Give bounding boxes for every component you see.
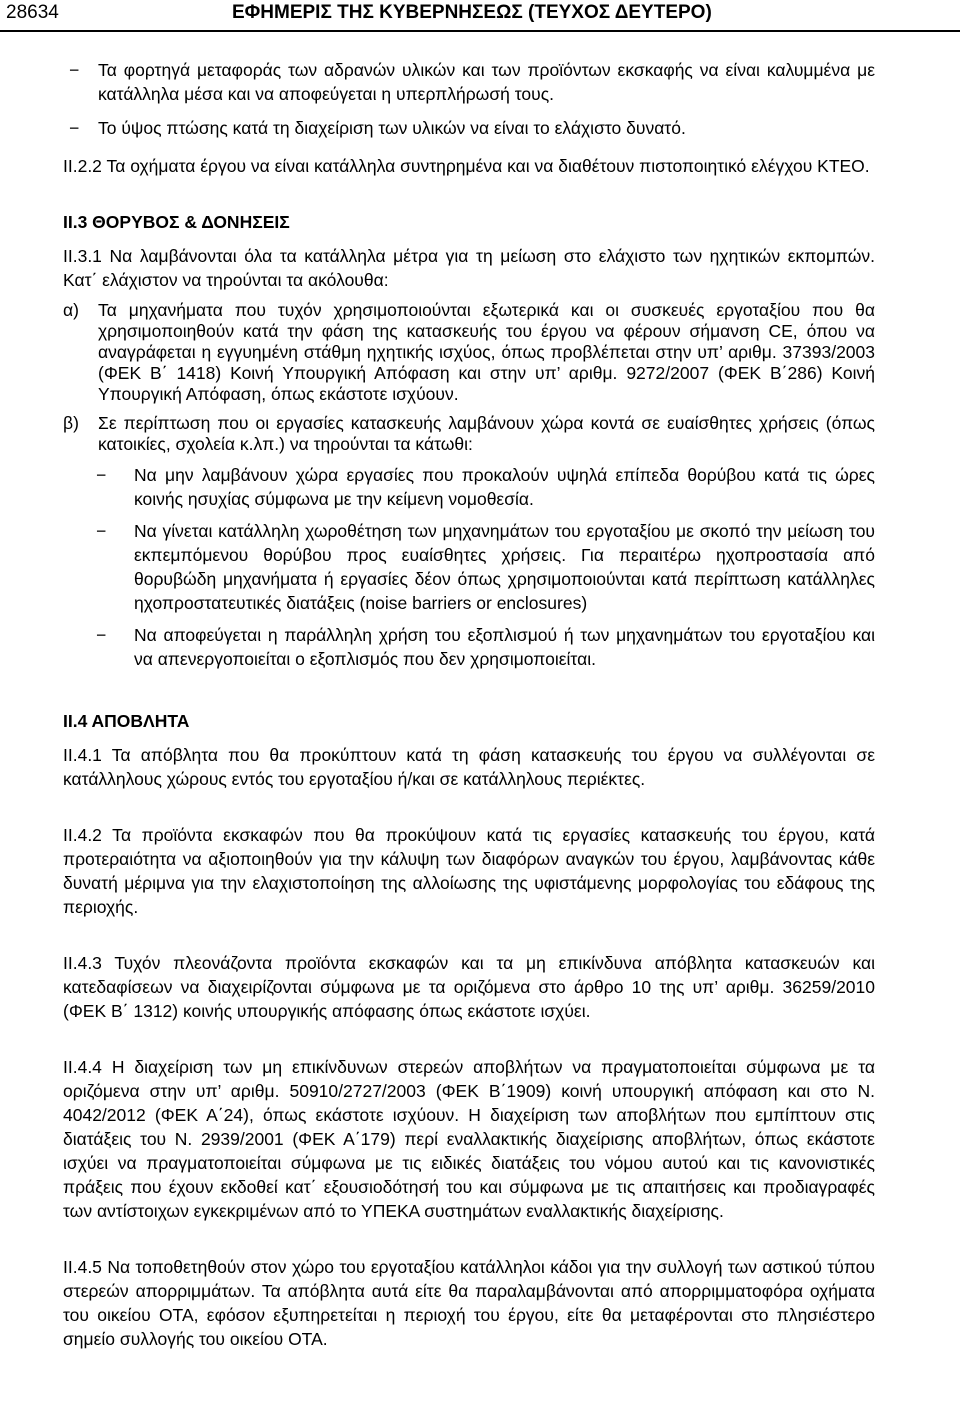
heading-waste: ΙΙ.4 ΑΠΟΒΛΗΤΑ: [63, 711, 190, 731]
sub-list-item: − Να μην λαμβάνουν χώρα εργασίες που προκαλούν υψηλά επίπεδα θορύβου κατά τις ώρες κοινής ησυχίας σύμφωνα με την κείμενη νομοθεσία.: [63, 463, 875, 511]
list-item-b: [63, 413, 875, 455]
heading-noise: ΙΙ.3 ΘΟΡΥΒΟΣ & ΔΟΝΗΣΕΙΣ: [63, 212, 290, 232]
paragraph-4-3: ΙΙ.4.3 Τυχόν πλεονάζοντα προϊόντα εκσκαφών και τα μη επικίνδυνα απόβλητα κατασκευών και κατεδαφίσεων να διαχειρίζονται σύμφωνα με τα οριζόμενα στο άρθρο 10 της υπ’ αριθμ. 36259/2010 (ΦΕΚ Β΄ 1312) κοινής υπουργικής απόφασης όπως εκάστοτε ισχύει.: [63, 953, 875, 1021]
page-number: 28634: [6, 2, 59, 23]
gazette-title: ΕΦΗΜΕΡΙΣ ΤΗΣ ΚΥΒΕΡΝΗΣΕΩΣ (ΤΕΥΧΟΣ ΔΕΥΤΕΡΟ): [232, 2, 712, 23]
paragraph-4-1: ΙΙ.4.1 Τα απόβλητα που θα προκύπτουν κατά τη φάση κατασκευής του έργου να συλλέγονται σε κατάλληλους χώρους εντός του εργοταξίου ή/και σε κατάλληλους περιέκτες.: [63, 745, 875, 789]
list-marker: β): [63, 413, 79, 433]
document-body: [63, 58, 875, 1351]
sub-list-item: − Να γίνεται κατάλληλη χωροθέτηση των μηχανημάτων του εργοταξίου με σκοπό την μείωση του εκπεμπόμενου θορύβου προς ευαίσθητες χρήσεις. Για περαιτέρω ηχοπροστασία από θορυβώδη μηχανήματα ή εργασίες δέον όπως χρησιμοποιούνται κατά περίπτωση κατάλληλες ηχοπροστατευτικές διατάξεις (noise barriers or enclosures): [63, 519, 875, 615]
paragraph-4-2: ΙΙ.4.2 Τα προϊόντα εκσκαφών που θα προκύψουν κατά τις εργασίες κατασκευής του έργου, κατά προτεραιότητα να αξιοποιηθούν για την κάλυψη των διαφόρων αναγκών του έργου, λαμβάνοντας κάθε δυνατή μέριμνα για την ελαχιστοποίηση της αλλοίωσης της υφιστάμενης μορφολογίας του εδάφους της περιοχής.: [63, 825, 875, 917]
list-item-a: [63, 300, 875, 405]
list-item: − Το ύψος πτώσης κατά τη διαχείριση των υλικών να είναι το ελάχιστο δυνατό.: [63, 116, 875, 140]
sub-list-item: − Να αποφεύγεται η παράλληλη χρήση του εξοπλισμού ή των μηχανημάτων του εργοταξίου και να απενεργοποιείται ο εξοπλισμός που δεν χρησιμοποιείται.: [63, 623, 875, 671]
paragraph-3-1: ΙΙ.3.1 Να λαμβάνονται όλα τα κατάλληλα μέτρα για τη μείωση στο ελάχιστο των ηχητικών εκπομπών. Κατ΄ ελάχιστον να τηρούνται τα ακόλουθα:: [63, 246, 875, 290]
list-item-text: Τα μηχανήματα που τυχόν χρησιμοποιούνται εξωτερικά και οι συσκευές εργοταξίου που θα χρησιμοποιηθούν κατά την φάση της κατασκευής του έργου να φέρουν σήμανση CE, όπου να αναγράφεται η εγγυημένη στάθμη ηχητικής ισχύος, όπως προβλέπεται στην υπ’ αριθμ. 37393/2003 (ΦΕΚ Β΄ 1418) Κοινή Υπουργική Απόφαση και στην υπ’ αριθμ. 9272/2007 (ΦΕΚ Β΄286) Κοινή Υπουργική Απόφαση, όπως εκάστοτε ισχύουν.: [98, 300, 875, 404]
paragraph-4-4: ΙΙ.4.4 Η διαχείριση των μη επικίνδυνων στερεών αποβλήτων να πραγματοποιείται σύμφωνα με τα οριζόμενα στην υπ’ αριθμ. 50910/2727/2003 (ΦΕΚ Β΄1909) κοινή υπουργική απόφαση και στο Ν. 4042/2012 (ΦΕΚ Α΄24), όπως εκάστοτε ισχύουν. Η διαχείριση των αποβλήτων που εμπίπτουν στις διατάξεις του Ν. 2939/2001 (ΦΕΚ Α΄179) περί εναλλακτικής διαχείρισης αποβλήτων, όπως εκάστοτε ισχύει να πραγματοποιείται σύμφωνα με τις ειδικές διατάξεις του νόμου αυτού και τις κανονιστικές πράξεις που έχουν εκδοθεί κατ΄ εξουσιοδότησή του και σύμφωνα με τις απαιτήσεις και προδιαγραφές των αντίστοιχων εγκεκριμένων από το ΥΠΕΚΑ συστημάτων εναλλακτικής διαχείρισης.: [63, 1057, 875, 1221]
paragraph-2-2: ΙΙ.2.2 Τα οχήματα έργου να είναι κατάλληλα συντηρημένα και να διαθέτουν πιστοποιητικό ελέγχου ΚΤΕΟ.: [63, 156, 870, 176]
paragraph-4-5: ΙΙ.4.5 Να τοποθετηθούν στον χώρο του εργοταξίου κατάλληλοι κάδοι για την συλλογή των αστικού τύπου στερεών απορριμμάτων. Τα απόβλητα αυτά είτε θα παραλαμβάνονται από απορριμματοφόρα οχήματα του οικείου ΟΤΑ, εφόσον εξυπηρετείται η περιοχή του έργου, είτε θα μεταφέρονται στο πλησιέστερο σημείο συλλογής του οικείου ΟΤΑ.: [63, 1257, 875, 1349]
list-marker: α): [63, 300, 79, 320]
list-item: − Τα φορτηγά μεταφοράς των αδρανών υλικών και των προϊόντων εκσκαφής να είναι καλυμμένα με κατάλληλα μέσα και να αποφεύγεται η υπερπλήρωσή τους.: [63, 58, 875, 106]
page-header: [0, 0, 960, 32]
list-item-text: Σε περίπτωση που οι εργασίες κατασκευής λαμβάνουν χώρα κοντά σε ευαίσθητες χρήσεις (όπως κατοικίες, σχολεία κ.λπ.) να τηρούνται τα κάτωθι:: [98, 413, 875, 454]
